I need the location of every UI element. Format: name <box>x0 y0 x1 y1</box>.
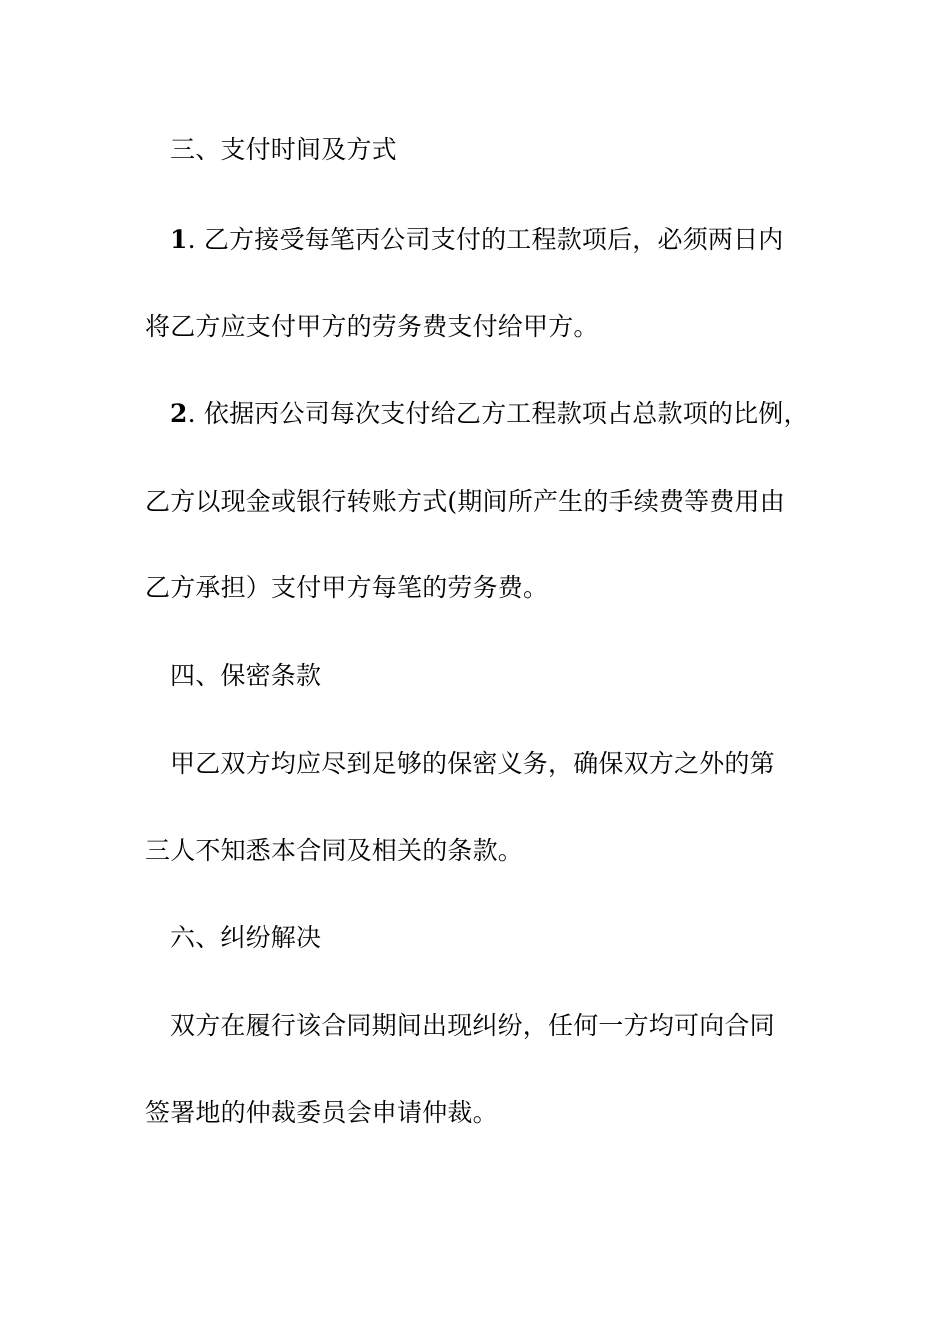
item-2-text: . 依据丙公司每次支付给乙方工程款项占总款项的比例， <box>187 399 809 428</box>
section-6-heading: 六、纠纷解决 <box>170 923 322 952</box>
item-2-number: 2 <box>170 399 188 428</box>
section-4-line-2: 三人不知悉本合同及相关的条款。 <box>145 836 524 865</box>
item-2-line-3: 乙方承担）支付甲方每笔的劳务费。 <box>145 573 549 602</box>
item-2-line-2: 乙方以现金或银行转账方式(期间所产生的手续费等费用由 <box>145 487 785 516</box>
section-4-heading: 四、保密条款 <box>170 661 322 690</box>
item-1-line-1 <box>170 223 860 257</box>
section-3-heading: 三、支付时间及方式 <box>170 135 397 164</box>
item-1-line-2: 将乙方应支付甲方的劳务费支付给甲方。 <box>145 312 599 341</box>
item-1-number: 1 <box>170 225 188 254</box>
section-4-line-1: 甲乙双方均应尽到足够的保密义务，确保双方之外的第 <box>170 749 775 778</box>
section-6-line-2: 签署地的仲裁委员会申请仲裁。 <box>145 1098 498 1127</box>
item-2-line-1 <box>170 397 860 431</box>
section-6-line-1: 双方在履行该合同期间出现纠纷，任何一方均可向合同 <box>170 1011 775 1040</box>
item-1-text: . 乙方接受每笔丙公司支付的工程款项后，必须两日内 <box>187 225 784 254</box>
